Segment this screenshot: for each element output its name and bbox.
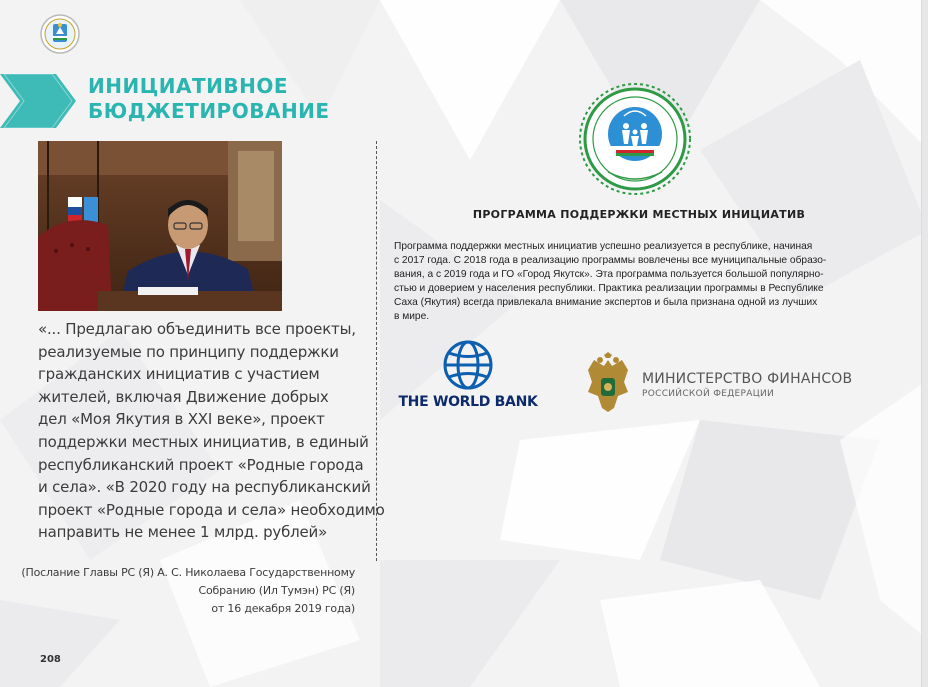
quote-line: дел «Моя Якутия в XXI веке», проект — [38, 410, 325, 429]
page-title-line: ИНИЦИАТИВНОЕ — [88, 74, 289, 98]
program-text-line: вания, а с 2019 года и ГО «Город Якутск». Эта программа пользуется большой популярно- — [394, 268, 824, 280]
official-photo — [38, 141, 282, 311]
ministry-finance-logo — [582, 352, 853, 416]
ministry-subtitle: РОССИЙСКОЙ ФЕДЕРАЦИИ — [642, 389, 775, 399]
quote-line: направить не менее 1 млрд. рублей» — [38, 523, 328, 542]
world-bank-logo — [396, 340, 540, 414]
program-text-line: с 2017 года. С 2018 года в реализацию программы вовлечены все муниципальные образо- — [394, 254, 827, 266]
quote-line: республиканский проект «Родные города — [38, 455, 364, 474]
page-title — [88, 74, 330, 124]
ministry-title: МИНИСТЕРСТВО ФИНАНСОВ — [642, 371, 853, 387]
section-heading — [0, 74, 340, 128]
double-headed-eagle-icon — [582, 352, 634, 416]
quote-line: и села». «В 2020 году на республиканский — [38, 478, 371, 497]
program-text-line: в мире. — [394, 310, 430, 322]
program-text-line: Программа поддержки местных инициатив успешно реализуется в республике, начиная — [394, 241, 813, 252]
heading-chevron-icon — [0, 74, 84, 128]
quote-line: гражданских инициатив с участием — [38, 365, 320, 384]
source-line: Собранию (Ил Тумэн) РС (Я) — [198, 584, 355, 597]
quote-text — [38, 318, 385, 544]
quote-line: реализуемые по принципу поддержки — [38, 342, 339, 361]
column-divider — [376, 141, 377, 561]
quote-line: проект «Родные города и села» необходимо — [38, 500, 385, 519]
program-text-line: Саха (Якутия) всегда привлекала внимание экспертов и была признана одной из лучших — [394, 296, 818, 308]
quote-line: поддержки местных инициатив, в единый — [38, 432, 369, 451]
quote-line: «... Предлагаю объединить все проекты, — [38, 320, 356, 338]
page-title-line: БЮДЖЕТИРОВАНИЕ — [88, 99, 330, 123]
program-heading: ПРОГРАММА ПОДДЕРЖКИ МЕСТНЫХ ИНИЦИАТИВ — [472, 208, 806, 221]
quote-source — [20, 564, 355, 618]
world-bank-globe-icon — [443, 340, 493, 390]
republic-emblem-icon — [40, 14, 80, 54]
program-text-line: стью и доверием у населения республики. Практика реализации программы в Республике — [394, 282, 824, 294]
page-number: 208 — [40, 654, 61, 665]
program-description — [394, 240, 889, 323]
page-edge — [921, 0, 928, 687]
source-line: (Послание Главы РС (Я) А. С. Николаева Государственному — [21, 566, 355, 579]
program-logo-icon — [578, 82, 692, 196]
world-bank-label: THE WORLD BANK — [398, 394, 538, 410]
source-line: от 16 декабря 2019 года) — [211, 602, 355, 615]
quote-line: жителей, включая Движение добрых — [38, 387, 329, 406]
